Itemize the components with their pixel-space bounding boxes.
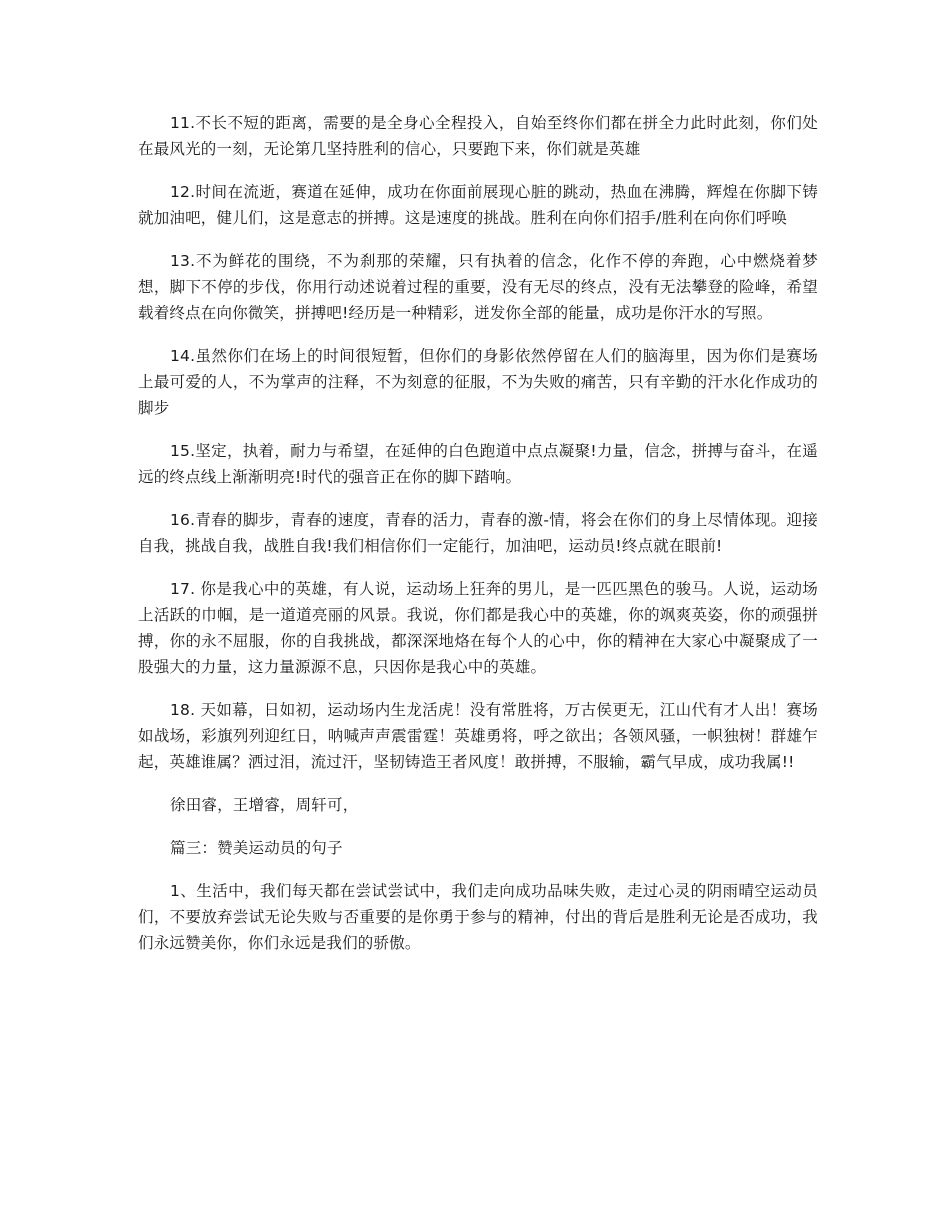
paragraph-14: 14.虽然你们在场上的时间很短暂，但你们的身影依然停留在人们的脑海里，因为你们是赛场上最可爱的人，不为掌声的注释，不为刻意的征服，不为失败的痛苦，只有辛勤的汗水化作成功的脚步	[138, 347, 818, 417]
paragraph-12: 12.时间在流逝，赛道在延伸，成功在你面前展现心脏的跳动，热血在沸腾，辉煌在你脚下铸就加油吧，健儿们，这是意志的拼搏。这是速度的挑战。胜利在向你们招手/胜利在向你们呼唤	[138, 183, 818, 227]
paragraph-15: 15.坚定，执着，耐力与希望，在延伸的白色跑道中点点凝聚!力量，信念，拼搏与奋斗，在遥远的终点线上渐渐明亮!时代的强音正在你的脚下踏响。	[138, 442, 818, 486]
section-heading: 篇三：赞美运动员的句子	[170, 839, 343, 857]
paragraph-16: 16.青春的脚步，青春的速度，青春的活力，青春的激-情，将会在你们的身上尽情体现。迎接自我，挑战自我，战胜自我!我们相信你们一定能行，加油吧，运动员!终点就在眼前!	[138, 511, 818, 555]
paragraph-section3-1: 1、生活中，我们每天都在尝试尝试中，我们走向成功品味失败，走过心灵的阴雨晴空运动员们，不要放弃尝试无论失败与否重要的是你勇于参与的精神，付出的背后是胜利无论是否成功，我们永远赞美你，你们永远是我们的骄傲。	[138, 882, 818, 952]
document-body	[138, 110, 818, 973]
paragraph-11: 11.不长不短的距离，需要的是全身心全程投入，自始至终你们都在拼全力此时此刻，你们处在最风光的一刻，无论第几坚持胜利的信心，只要跑下来，你们就是英雄	[138, 114, 818, 158]
paragraph-13: 13.不为鲜花的围绕，不为刹那的荣耀，只有执着的信念，化作不停的奔跑，心中燃烧着梦想，脚下不停的步伐，你用行动述说着过程的重要，没有无尽的终点，没有无法攀登的险峰，希望载着终点在向你微笑，拼搏吧!经历是一种精彩，迸发你全部的能量，成功是你汗水的写照。	[138, 252, 818, 322]
paragraph-18: 18. 天如幕，日如初，运动场内生龙活虎！没有常胜将，万古侯更无，江山代有才人出！赛场如战场，彩旗列列迎红日，呐喊声声震雷霆！英雄勇将，呼之欲出；各领风骚，一帜独树！群雄乍起，英雄谁属？洒过泪，流过汗，坚韧铸造王者风度！敢拼搏，不服输，霸气早成，成功我属!!	[138, 701, 818, 771]
paragraph-17: 17. 你是我心中的英雄，有人说，运动场上狂奔的男儿，是一匹匹黑色的骏马。人说，运动场上活跃的巾帼，是一道道亮丽的风景。我说，你们都是我心中的英雄，你的飒爽英姿，你的顽强拼搏，你的永不屈服，你的自我挑战，都深深地烙在每个人的心中，你的精神在大家心中凝聚成了一股强大的力量，这力量源源不息，只因你是我心中的英雄。	[138, 580, 818, 676]
author-names: 徐田睿，王增睿，周轩可，	[170, 796, 359, 814]
